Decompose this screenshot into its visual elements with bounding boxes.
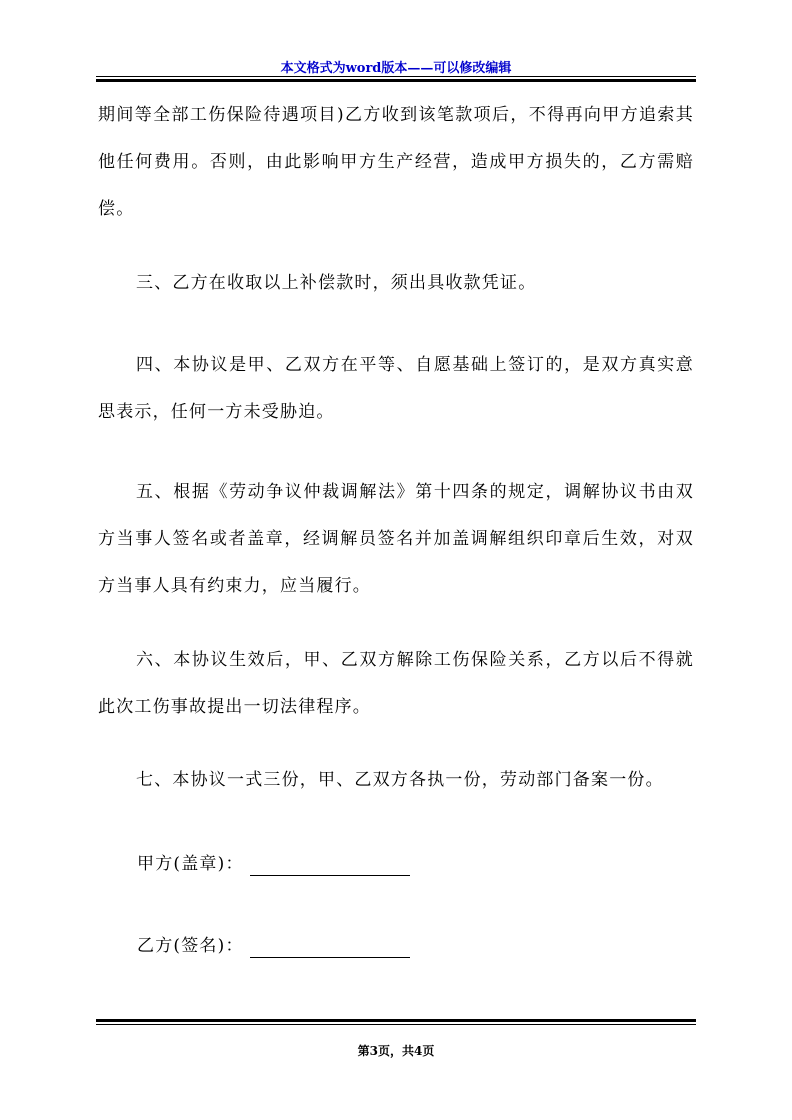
page-number: 第3页，共4页 [357, 1044, 435, 1058]
party-b-label: 乙方(签名)： [137, 936, 244, 956]
header-rule-thin [96, 76, 696, 77]
paragraph-four: 四、本协议是甲、乙双方在平等、自愿基础上签订的，是双方真实意思表示，任何一方未受胁迫。 [98, 355, 694, 422]
party-b-signature-blank[interactable] [250, 937, 410, 958]
paragraph-seven: 七、本协议一式三份，甲、乙双方各执一份，劳动部门备案一份。 [136, 770, 664, 790]
header-title: 本文格式为word版本——可以修改编辑 [280, 61, 512, 76]
party-a-signature-blank[interactable] [250, 855, 410, 876]
paragraph-three: 三、乙方在收取以上补偿款时，须出具收款凭证。 [136, 273, 537, 293]
paragraph-five: 五、根据《劳动争议仲裁调解法》第十四条的规定，调解协议书由双方当事人签名或者盖章，经调解员签名并加盖调解组织印章后生效，对双方当事人具有约束力，应当履行。 [98, 482, 694, 596]
paragraph-continuation: 期间等全部工伤保险待遇项目)乙方收到该笔款项后，不得再向甲方追索其他任何费用。否则，由此影响甲方生产经营，造成甲方损失的，乙方需赔偿。 [98, 105, 694, 219]
header-rule-thick [96, 79, 696, 82]
footer-rule-thick [96, 1019, 696, 1022]
footer-rule-thin [96, 1024, 696, 1025]
party-a-label: 甲方(盖章)： [137, 854, 244, 874]
signature-party-a [137, 852, 410, 876]
signature-party-b [137, 934, 410, 958]
paragraph-six: 六、本协议生效后，甲、乙双方解除工伤保险关系，乙方以后不得就此次工伤事故提出一切法律程序。 [98, 650, 694, 717]
